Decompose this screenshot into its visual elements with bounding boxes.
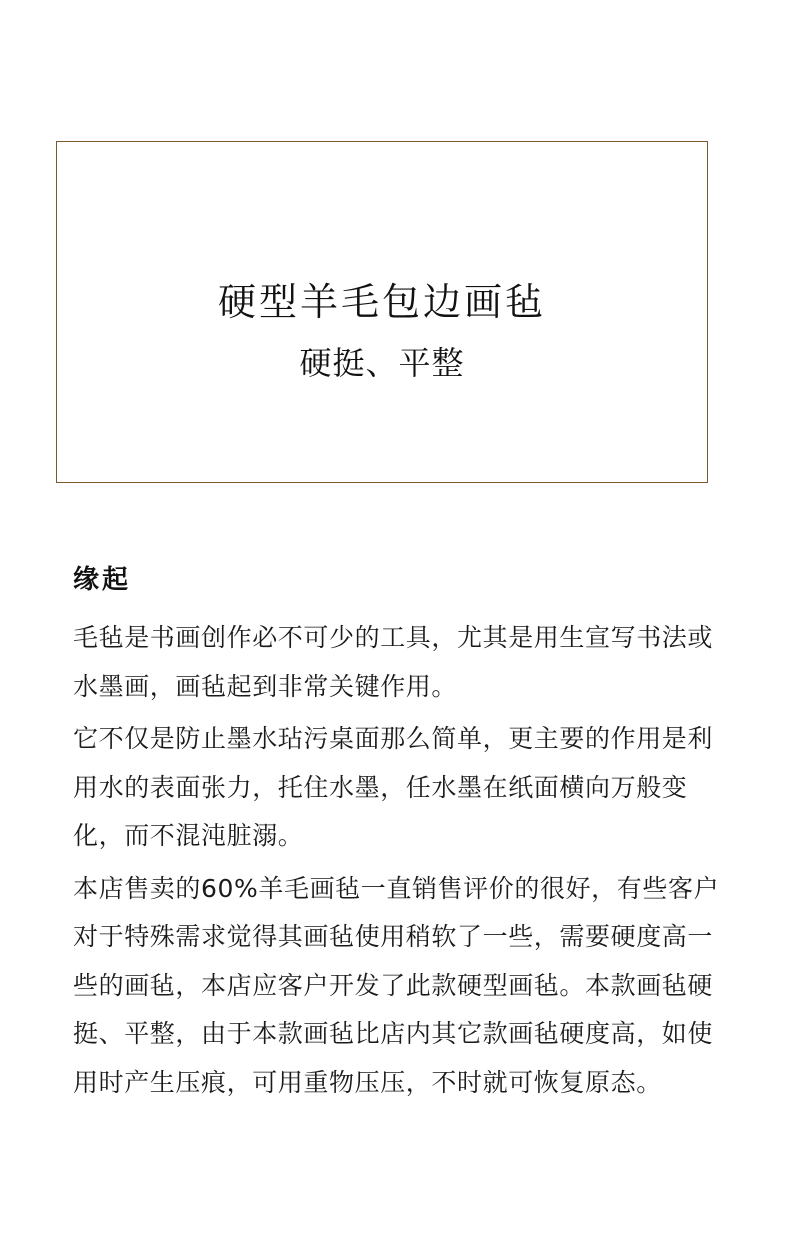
origin-section	[73, 560, 733, 1111]
section-heading: 缘起	[73, 565, 132, 595]
hero-subtitle: 硬挺、平整	[299, 344, 465, 382]
paragraph-2: 它不仅是防止墨水玷污桌面那么简单，更主要的作用是利用水的表面张力，托住水墨，任水墨在纸面横向万般变化，而不混沌脏溺。	[73, 724, 714, 850]
hero-title: 硬型羊毛包边画毡	[217, 280, 546, 324]
paragraph-3: 本店售卖的60%羊毛画毡一直销售评价的很好，有些客户对于特殊需求觉得其画毡使用稍软了一些，需要硬度高一些的画毡，本店应客户开发了此款硬型画毡。本款画毡硬挺、平整，由于本款画毡比店内其它款画毡硬度高，如使用时产生压痕，可用重物压压，不时就可恢复原态。	[73, 873, 720, 1097]
hero-box	[56, 141, 708, 483]
paragraph-1: 毛毡是书画创作必不可少的工具，尤其是用生宣写书法或水墨画，画毡起到非常关键作用。	[73, 623, 714, 701]
